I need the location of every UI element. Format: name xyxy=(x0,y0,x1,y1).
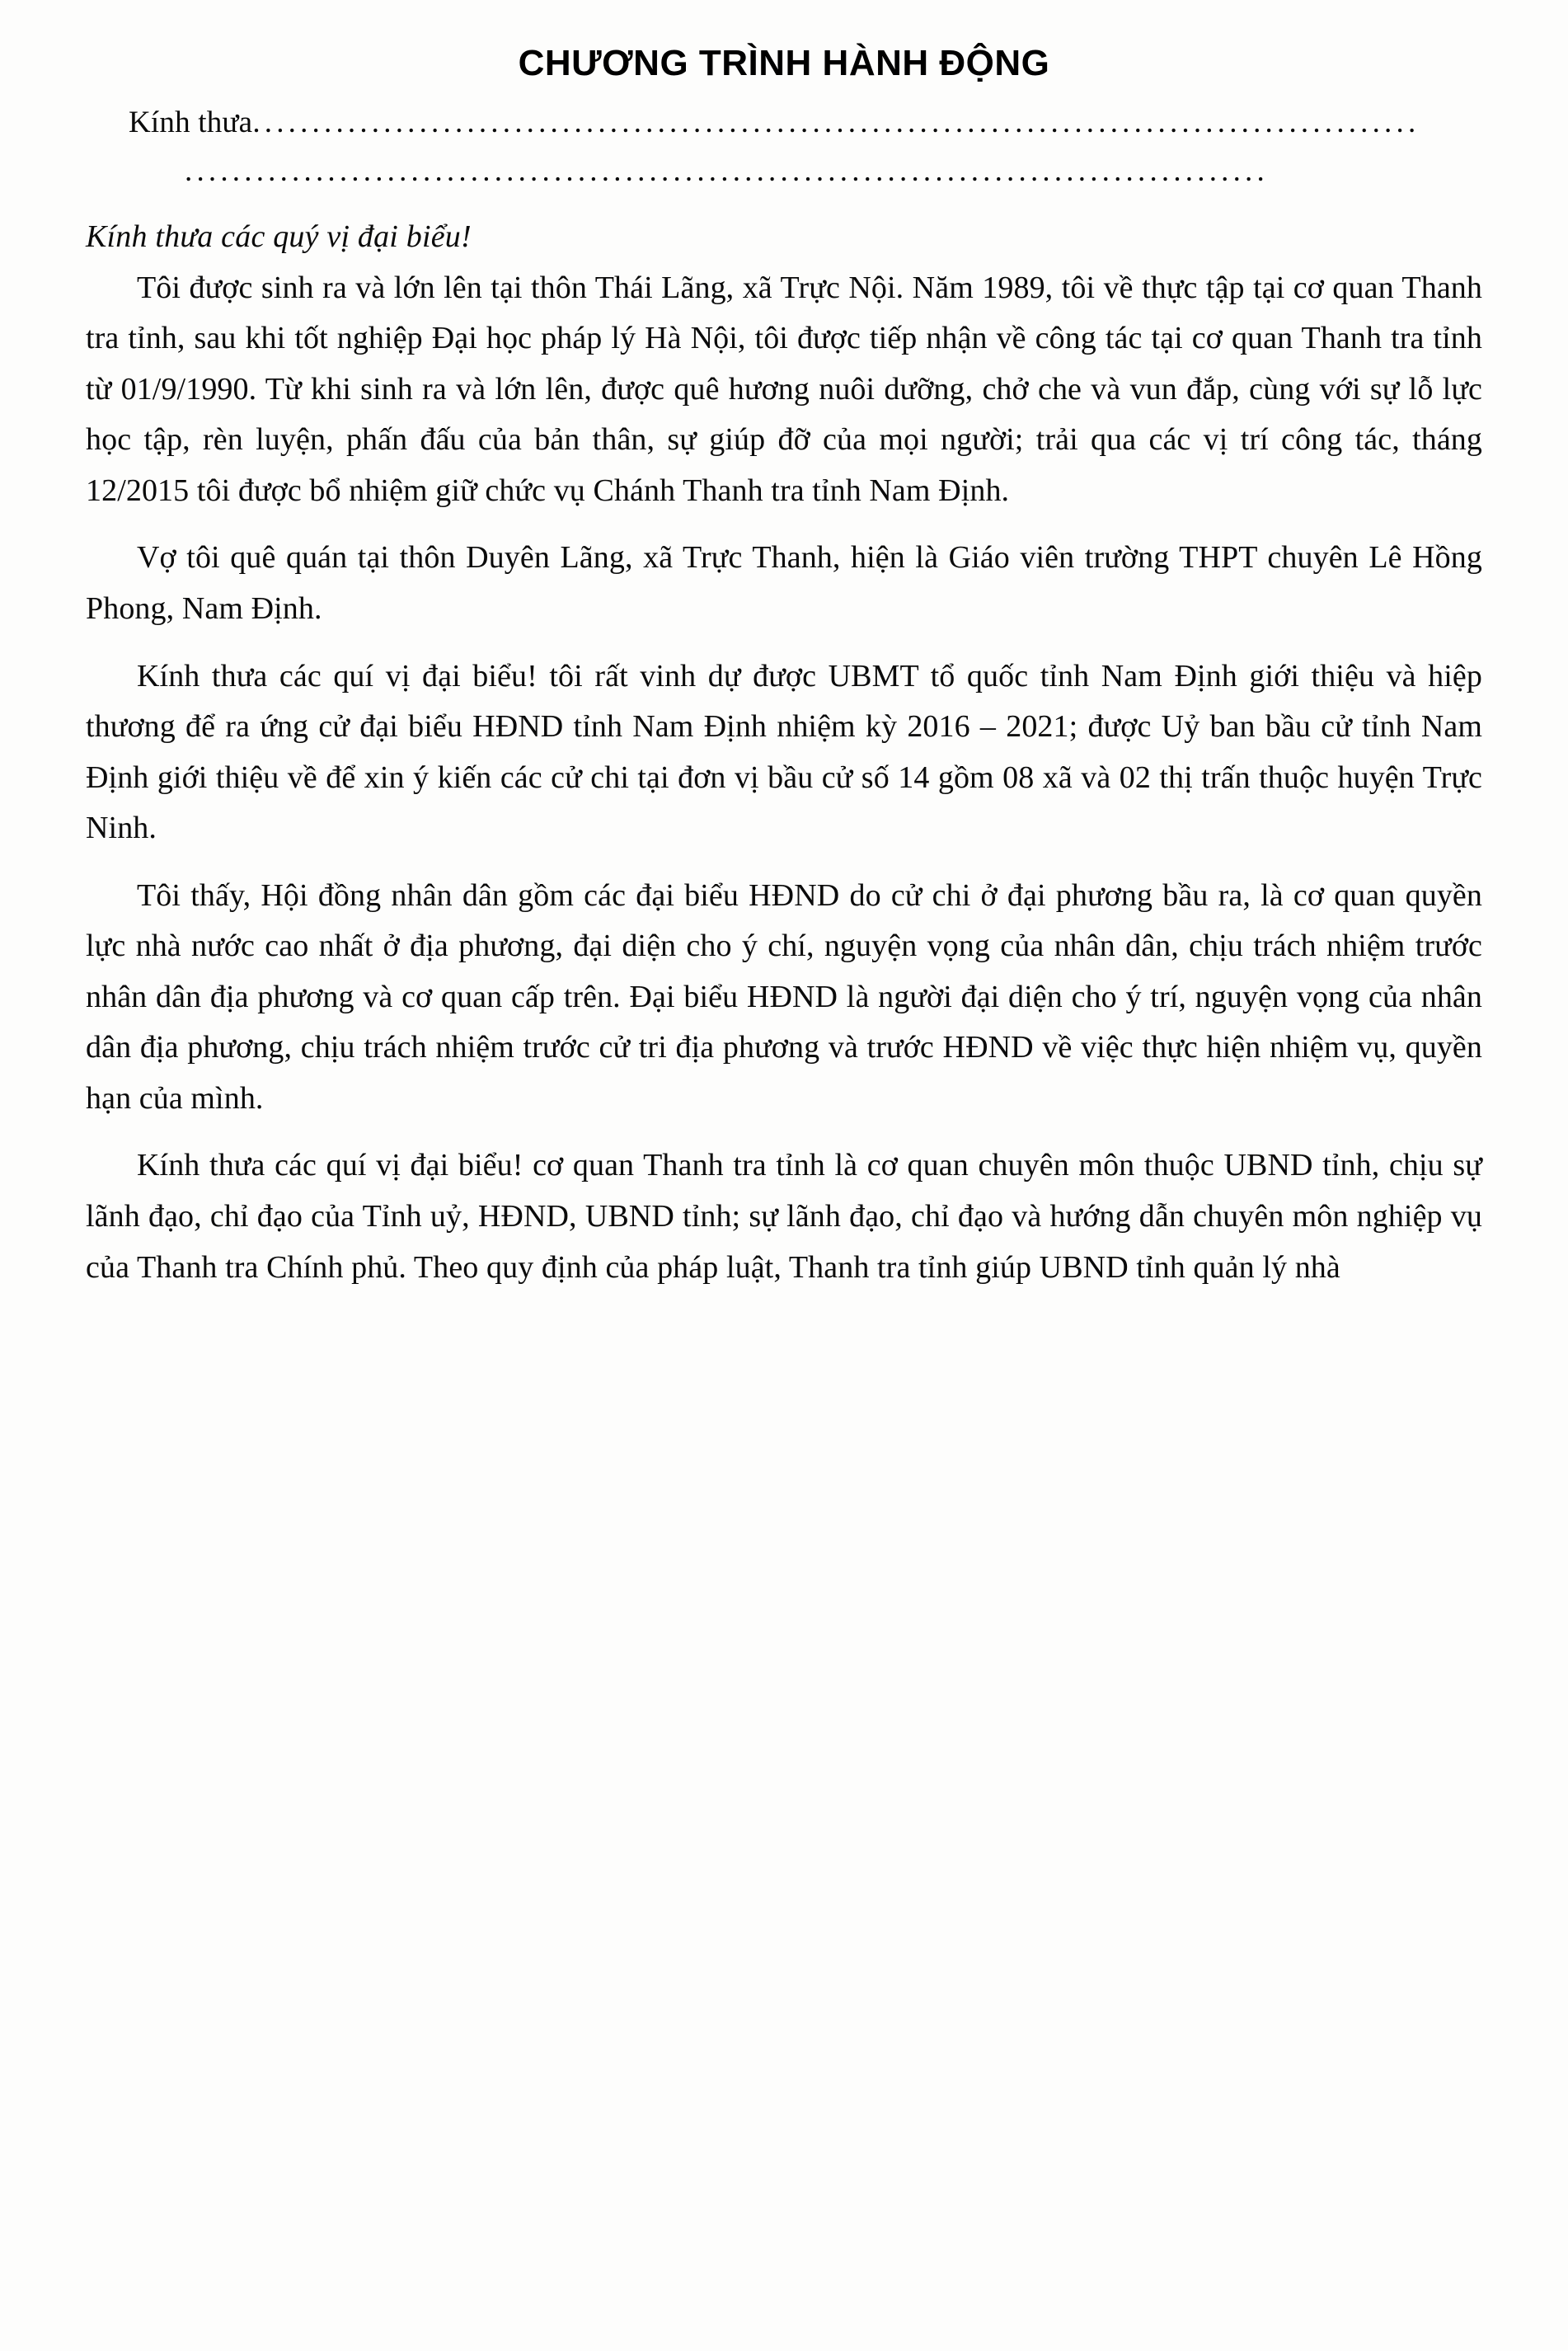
greeting-text: Kính thưa các quý vị đại biểu! xyxy=(86,219,472,254)
body-paragraph: Tôi thấy, Hội đồng nhân dân gồm các đại biểu HĐND do cử chi ở đại phương bầu ra, là cơ quan quyền lực nhà nước cao nhất ở địa phương, đại diện cho ý chí, nguyện vọng của nhân dân, chịu trách nhiệm trước nhân dân địa phương và cơ quan cấp trên. Đại biểu HĐND là người đại diện cho ý trí, nguyện vọng của nhân dân địa phương, chịu trách nhiệm trước cử tri địa phương và trước HĐND về việc thực hiện nhiệm vụ, quyền hạn của mình. xyxy=(86,877,1482,1116)
body-paragraph: Tôi được sinh ra và lớn lên tại thôn Thái Lãng, xã Trực Nội. Năm 1989, tôi về thực tập tại cơ quan Thanh tra tỉnh, sau khi tốt nghiệp Đại học pháp lý Hà Nội, tôi được tiếp nhận về công tác tại cơ quan Thanh tra tỉnh từ 01/9/1990. Từ khi sinh ra và lớn lên, được quê hương nuôi dưỡng, chở che và vun đắp, cùng với sự lỗ lực học tập, rèn luyện, phấn đấu của bản thân, sự giúp đỡ của mọi người; trải qua các vị trí công tác, tháng 12/2015 tôi được bổ nhiệm giữ chức vụ Chánh Thanh tra tỉnh Nam Định. xyxy=(86,270,1482,508)
salutation-line-continued xyxy=(185,148,1482,195)
body-paragraph: Kính thưa các quí vị đại biểu! cơ quan Thanh tra tỉnh là cơ quan chuyên môn thuộc UBND tỉnh, chịu sự lãnh đạo, chỉ đạo của Tỉnh uỷ, HĐND, UBND tỉnh; sự lãnh đạo, chỉ đạo và hướng dẫn chuyên môn nghiệp vụ của Thanh tra Chính phủ. Theo quy định của pháp luật, Thanh tra tỉnh giúp UBND tỉnh quản lý nhà xyxy=(86,1148,1482,1285)
page-title: CHƯƠNG TRÌNH HÀNH ĐỘNG xyxy=(518,43,1050,83)
salutation-line xyxy=(129,99,1482,146)
body-paragraph: Kính thưa các quí vị đại biểu! tôi rất vinh dự được UBMT tổ quốc tỉnh Nam Định giới thiệu và hiệp thương để ra ứng cử đại biểu HĐND tỉnh Nam Định nhiệm kỳ 2016 – 2021; được Uỷ ban bầu cử tỉnh Nam Định giới thiệu về để xin ý kiến các cử chi tại đơn vị bầu cử số 14 gồm 08 xã và 02 thị trấn thuộc huyện Trực Ninh. xyxy=(86,658,1482,846)
salutation-dots-second: ........................................................................................... xyxy=(185,154,1269,189)
salutation-dots: .................................................................................................. xyxy=(252,106,1420,139)
salutation-label: Kính thưa xyxy=(129,106,253,139)
body-paragraph: Vợ tôi quê quán tại thôn Duyên Lãng, xã Trực Thanh, hiện là Giáo viên trường THPT chuyên Lê Hồng Phong, Nam Định. xyxy=(86,540,1482,626)
